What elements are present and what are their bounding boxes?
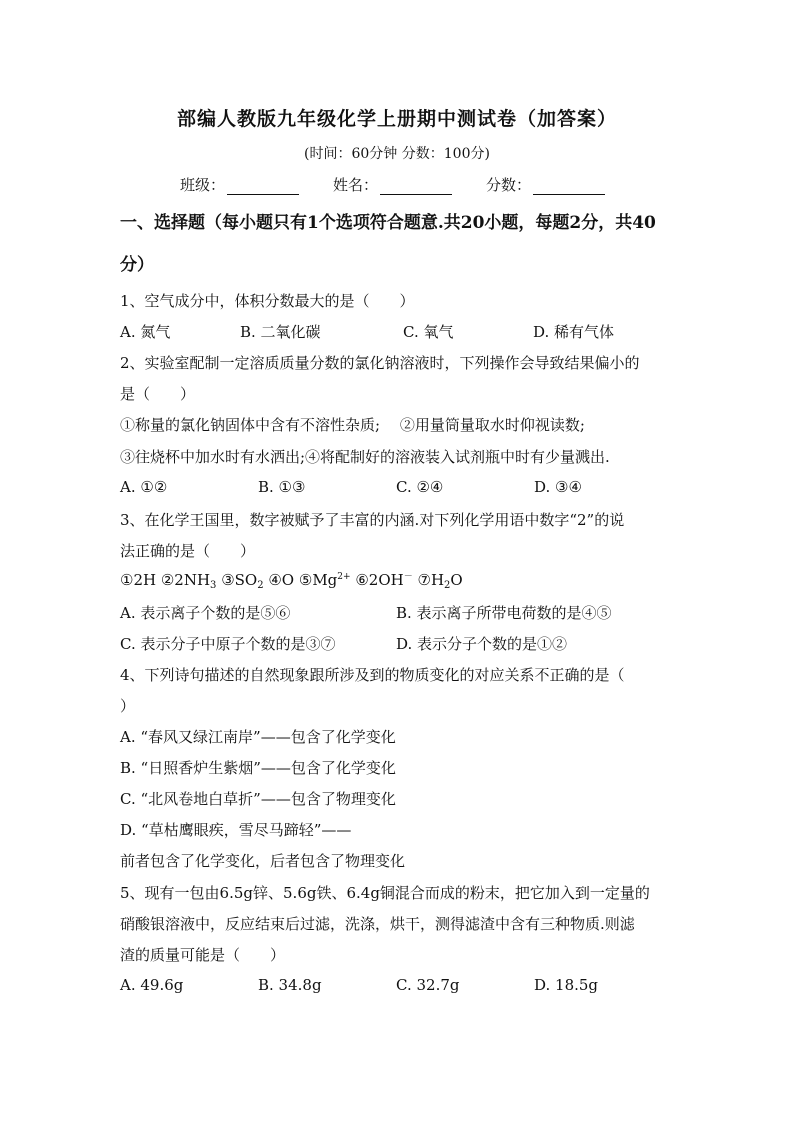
q3-formula-text: ⑥2OH [350,571,404,589]
q2-option-c: C. ②④ [396,478,444,496]
score-field [486,174,605,195]
name-label: 姓名： [333,176,379,194]
q5-option-c: C. 32.7g [396,976,460,994]
q3-option-a: A. 表示离子个数的是⑤⑥ [120,604,291,622]
q4-stem-line1: 4、下列诗句描述的自然现象跟所涉及到的物质变化的对应关系不正确的是（ [120,666,625,684]
q3-option-c: C. 表示分子中原子个数的是③⑦ [120,635,336,653]
q1-option-c: C. 氧气 [403,323,454,341]
q3-subscript: 2 [444,580,451,591]
q3-superscript: 2+ [337,572,351,582]
q4-option-d: D. “草枯鹰眼疾，雪尽马蹄轻”—— [120,821,352,839]
q4-option-c: C. “北风卷地白草折”——包含了物理变化 [120,790,396,808]
q3-superscript: － [403,572,413,582]
q4-stem-line2: ） [120,697,136,715]
q3-subscript: 2 [257,580,264,591]
q2-option-a: A. ①② [120,478,168,496]
student-info-row [180,174,639,195]
q2-stem-line1: 2、实验室配制一定溶质质量分数的氯化钠溶液时，下列操作会导致结果偏小的 [120,354,640,372]
q3-formula-text: O [450,571,463,589]
q2-stem-line2: 是（ ） [120,385,196,403]
class-label: 班级： [180,176,226,194]
q5-stem-line2: 硝酸银溶液中，反应结束后过滤，洗涤，烘干，测得滤渣中含有三种物质.则滤 [120,915,635,933]
page-title: 部编人教版九年级化学上册期中测试卷（加答案） [176,108,617,130]
name-blank[interactable] [380,179,452,195]
class-blank[interactable] [227,179,299,195]
q1-option-b: B. 二氧化碳 [240,323,321,341]
q3-formula-list [120,571,463,589]
q5-option-b: B. 34.8g [258,976,322,994]
section-heading: 一、选择题（每小题只有1个选项符合题意.共20小题，每题2分，共40分） [120,213,656,275]
q3-formula-text: ①2H ②2NH [120,571,211,589]
q5-option-d: D. 18.5g [534,976,599,994]
exam-time-score: (时间：60分钟 分数：100分) [304,146,490,162]
q3-option-d: D. 表示分子个数的是①② [396,635,568,653]
q1-option-d: D. 稀有气体 [533,323,615,341]
q1-option-a: A. 氮气 [120,323,171,341]
q2-option-d: D. ③④ [534,478,582,496]
q5-stem-line1: 5、现有一包由6.5g锌、5.6g铁、6.4g铜混合而成的粉末，把它加入到一定量的 [120,884,650,902]
q3-option-b: B. 表示离子所带电荷数的是④⑤ [396,604,612,622]
q1-stem: 1、空气成分中，体积分数最大的是（ ） [120,292,415,310]
q3-formula-text: ④O ⑤Mg [263,571,338,589]
q3-stem-line2: 法正确的是（ ） [120,542,256,560]
q2-option-b: B. ①③ [258,478,306,496]
q4-option-a: A. “春风又绿江南岸”——包含了化学变化 [120,728,396,746]
q3-formula-text: ⑦H [412,571,445,589]
q4-option-d-continued: 前者包含了化学变化，后者包含了物理变化 [120,852,406,870]
score-blank[interactable] [533,179,605,195]
q2-conditions-line2: ③往烧杯中加水时有水洒出;④将配制好的溶液装入试剂瓶中时有少量溅出. [120,448,610,466]
q5-stem-line3: 渣的质量可能是（ ） [120,946,286,964]
q5-option-a: A. 49.6g [120,976,184,994]
name-field [333,174,452,195]
q3-formula-text: ③SO [216,571,258,589]
class-field [180,174,299,195]
q2-conditions-line1: ①称量的氯化钠固体中含有不溶性杂质; ②用量筒量取水时仰视读数; [120,416,585,434]
q3-stem-line1: 3、在化学王国里，数字被赋予了丰富的内涵.对下列化学用语中数字“2”的说 [120,511,625,529]
score-label: 分数： [486,176,532,194]
q4-option-b: B. “日照香炉生紫烟”——包含了化学变化 [120,759,396,777]
q3-subscript: 3 [210,580,217,591]
